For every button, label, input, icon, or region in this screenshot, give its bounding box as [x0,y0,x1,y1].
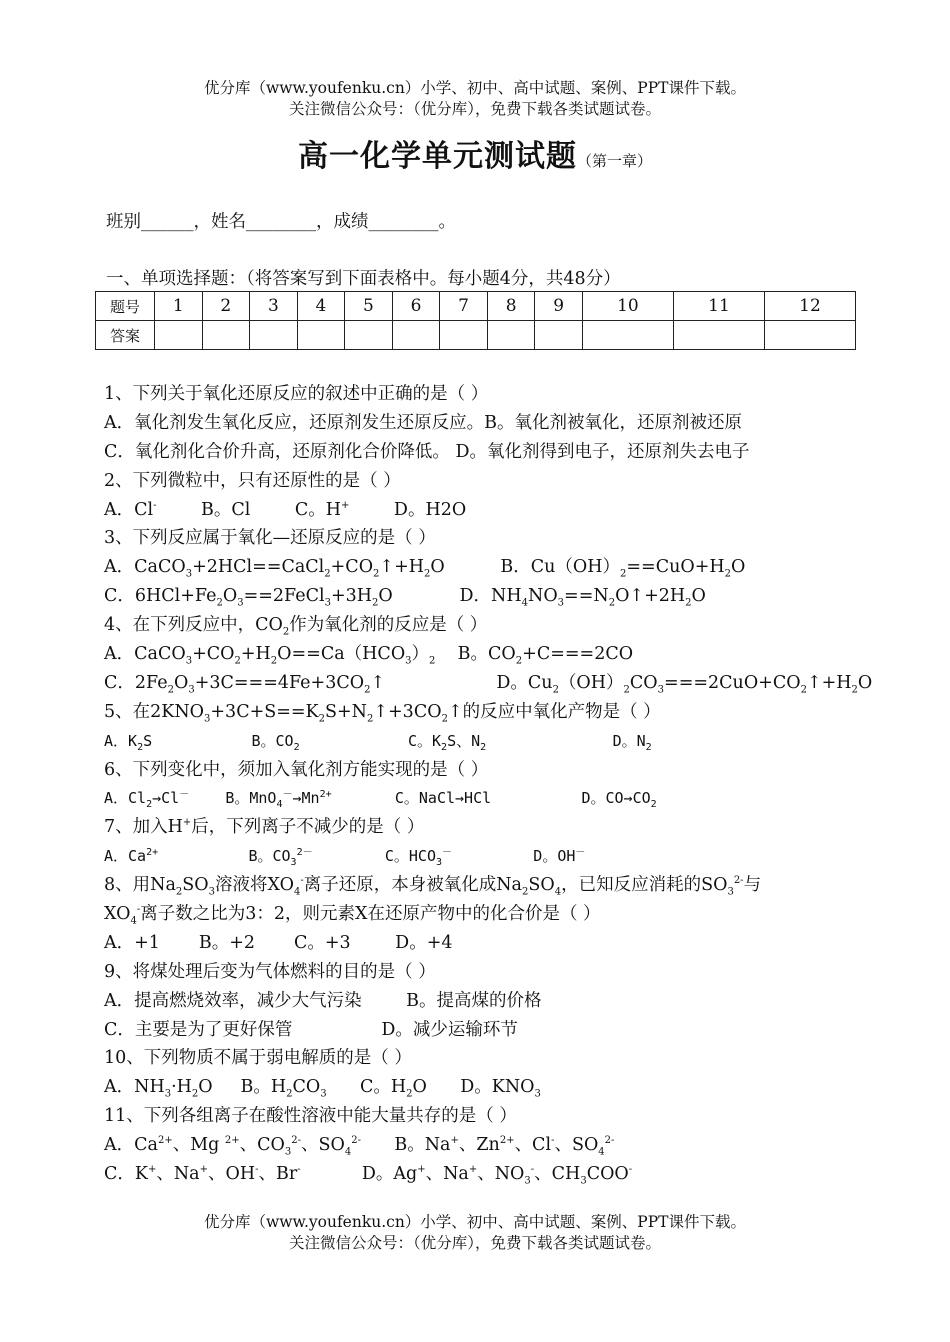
question-5-options: A．$K_2S$ B。$CO_2$ C。$K_2S$、$N_2$ D。$N_2$ [104,731,652,753]
answer-cell[interactable] [202,321,250,350]
page-header [0,78,950,120]
question-5-stem: 5、在$2KNO_3+3C+S==K_2S+N_2↑+3CO_2↑$的反应中氧化产物是（ ） [104,701,661,725]
question-8-stem-line-2: $XO_4^-$离子数之比为3：2，则元素X在还原产物中的化合价是（ ） [104,904,601,927]
questions-body [104,380,873,1189]
answer-table [95,291,856,350]
question-7-stem-part-a: 7、加入H [104,817,183,838]
question-10-stem: 10、下列物质不属于弱电解质的是（ ） [104,1048,412,1069]
question-4-stem-part-a: 4、在下列反应中，CO [104,615,283,636]
answer-table-number-row [96,292,856,321]
table-number-cell: 11 [673,292,764,321]
question-4-stem-part-b: 作为氧化剂的反应是（ ） [289,615,488,636]
answer-cell[interactable] [345,321,393,350]
table-number-cell: 3 [250,292,298,321]
answer-cell[interactable] [535,321,583,350]
question-3-options-cd: C．$6HCl+Fe_2O_3==2FeCl_3+3H_2O$ D．$NH_4NO_3==N_2O↑+2H_2O$ [104,586,706,609]
question-4-options-ab: A．$CaCO_3+CO_2+H_2O==Ca(HCO_3)_2$ B。$CO_2+C===2CO$ [104,644,634,667]
question-8-stem-end: 离子数之比为3：2，则元素X在还原产物中的化合价是（ ） [140,904,601,925]
question-11-options-cd: C．K+、Na+、OH-、Br- D。Ag+、Na+、$NO_3^-$、$CH_3COO^-$ [104,1164,633,1187]
footer-line-2: 关注微信公众号：（优分库），免费下载各类试题试卷。 [288,1234,661,1252]
table-number-cell: 4 [297,292,345,321]
question-9-options-ab: A．提高燃烧效率，减少大气污染 B。提高煤的价格 [104,990,542,1011]
question-4-options-cd: C．$2Fe_2O_3+3C===4Fe+3CO_2↑$ D。$Cu_2(OH)_2CO_3===2CuO+CO_2↑+H_2O$ [104,672,873,696]
answer-cell[interactable] [764,321,855,350]
question-1-options-ab: A．氧化剂发生氧化反应，还原剂发生还原反应。B。氧化剂被氧化，还原剂被还原 [104,412,742,433]
answer-cell[interactable] [297,321,345,350]
question-4-stem: 4、在下列反应中，$CO_2$作为氧化剂的反应是（ ） [104,615,488,638]
table-label-number: 题号 [96,292,155,321]
answer-cell[interactable] [392,321,440,350]
question-1-stem: 1、下列关于氧化还原反应的叙述中正确的是（ ） [104,384,489,404]
table-number-cell: 8 [487,292,535,321]
table-number-cell: 6 [392,292,440,321]
question-9-stem: 9、将煤处理后变为气体燃料的目的是（ ） [104,961,436,982]
table-number-cell: 1 [155,292,203,321]
question-6-options: A．$Cl_2\to Cl^-$ B。$MnO_4^-\to Mn^{2+}$ C。NaCl→HCl D。$CO\to CO_2$ [104,789,657,811]
question-2-options: A．Cl- B。Cl C。H+ D。H2O [104,499,467,520]
question-10-options: A．$NH_3\cdot H_2O$ B。$H_2CO_3$ C。$H_2O$ D。$KNO_3$ [104,1077,541,1100]
question-7-options: A．$Ca^{2+}$ B。$CO_3^{2-}$ C。$HCO_3^-$ D。OH－ [104,847,586,869]
question-2-stem: 2、下列微粒中，只有还原性的是（ ） [104,470,401,491]
question-3-options-ab: A．$CaCO_3+2HCl==CaCl_2+CO_2↑+H_2O$ B．$Cu(OH)_2==CuO+H_2O$ [104,557,746,580]
page-title [0,131,950,175]
table-number-cell: 2 [202,292,250,321]
table-number-cell: 12 [764,292,855,321]
question-8-options: A．+1 B。+2 C。+3 D。+4 [104,932,453,953]
question-5-stem-end: 的反应中氧化产物是（ ） [462,701,661,722]
answer-cell[interactable] [673,321,764,350]
header-line-2: 关注微信公众号：（优分库），免费下载各类试题试卷。 [288,100,661,118]
question-3-stem: 3、下列反应属于氧化—还原反应的是（ ） [104,528,436,549]
question-11-stem: 11、下列各组离子在酸性溶液中能大量共存的是（ ） [104,1106,517,1127]
header-line-1: 优分库（www.youfenku.cn）小学、初中、高中试题、案例、PPT课件下载。 [203,79,747,97]
student-info-line: 班别______，姓名________，成绩________。 [106,212,456,232]
title-sub: （第一章） [576,152,652,170]
page-footer [0,1212,950,1254]
question-6-stem: 6、下列变化中，须加入氧化剂方能实现的是（ ） [104,759,489,780]
answer-cell[interactable] [582,321,673,350]
question-7-stem-part-b: 后，下列离子不减少的是（ ） [191,817,425,838]
answer-table-answer-row [96,321,856,350]
title-main: 高一化学单元测试题 [297,139,577,174]
question-9-options-cd: C．主要是为了更好保管 D。减少运输环节 [104,1019,518,1040]
question-7-stem: 7、加入H+后，下列离子不减少的是（ ） [104,817,425,838]
question-11-options-ab: A．$Ca^{2+}$、Mg $^{2+}$、$CO_3^{2-}$、$SO_4^{2-}$ B。Na+、$Zn^{2+}$、Cl-、$SO_4^{2-}$ [104,1135,615,1158]
section-heading: 一、单项选择题：（将答案写到下面表格中。每小题4分，共48分） [106,269,621,289]
table-number-cell: 5 [345,292,393,321]
table-number-cell: 9 [535,292,583,321]
question-8-stem-line-1: 8、用$Na_2SO_3$溶液将$XO_4^-$离子还原，本身被氧化成$Na_2SO_4$，已知反应消耗的$SO_3^{2-}$与 [104,875,762,898]
table-number-cell: 10 [582,292,673,321]
question-1-options-cd: C．氧化剂化合价升高，还原剂化合价降低。 D。氧化剂得到电子，还原剂失去电子 [104,441,750,462]
answer-cell[interactable] [155,321,203,350]
answer-cell[interactable] [440,321,488,350]
answer-cell[interactable] [487,321,535,350]
table-number-cell: 7 [440,292,488,321]
answer-cell[interactable] [250,321,298,350]
table-label-answer: 答案 [96,321,155,350]
footer-line-1: 优分库（www.youfenku.cn）小学、初中、高中试题、案例、PPT课件下载。 [203,1213,747,1231]
